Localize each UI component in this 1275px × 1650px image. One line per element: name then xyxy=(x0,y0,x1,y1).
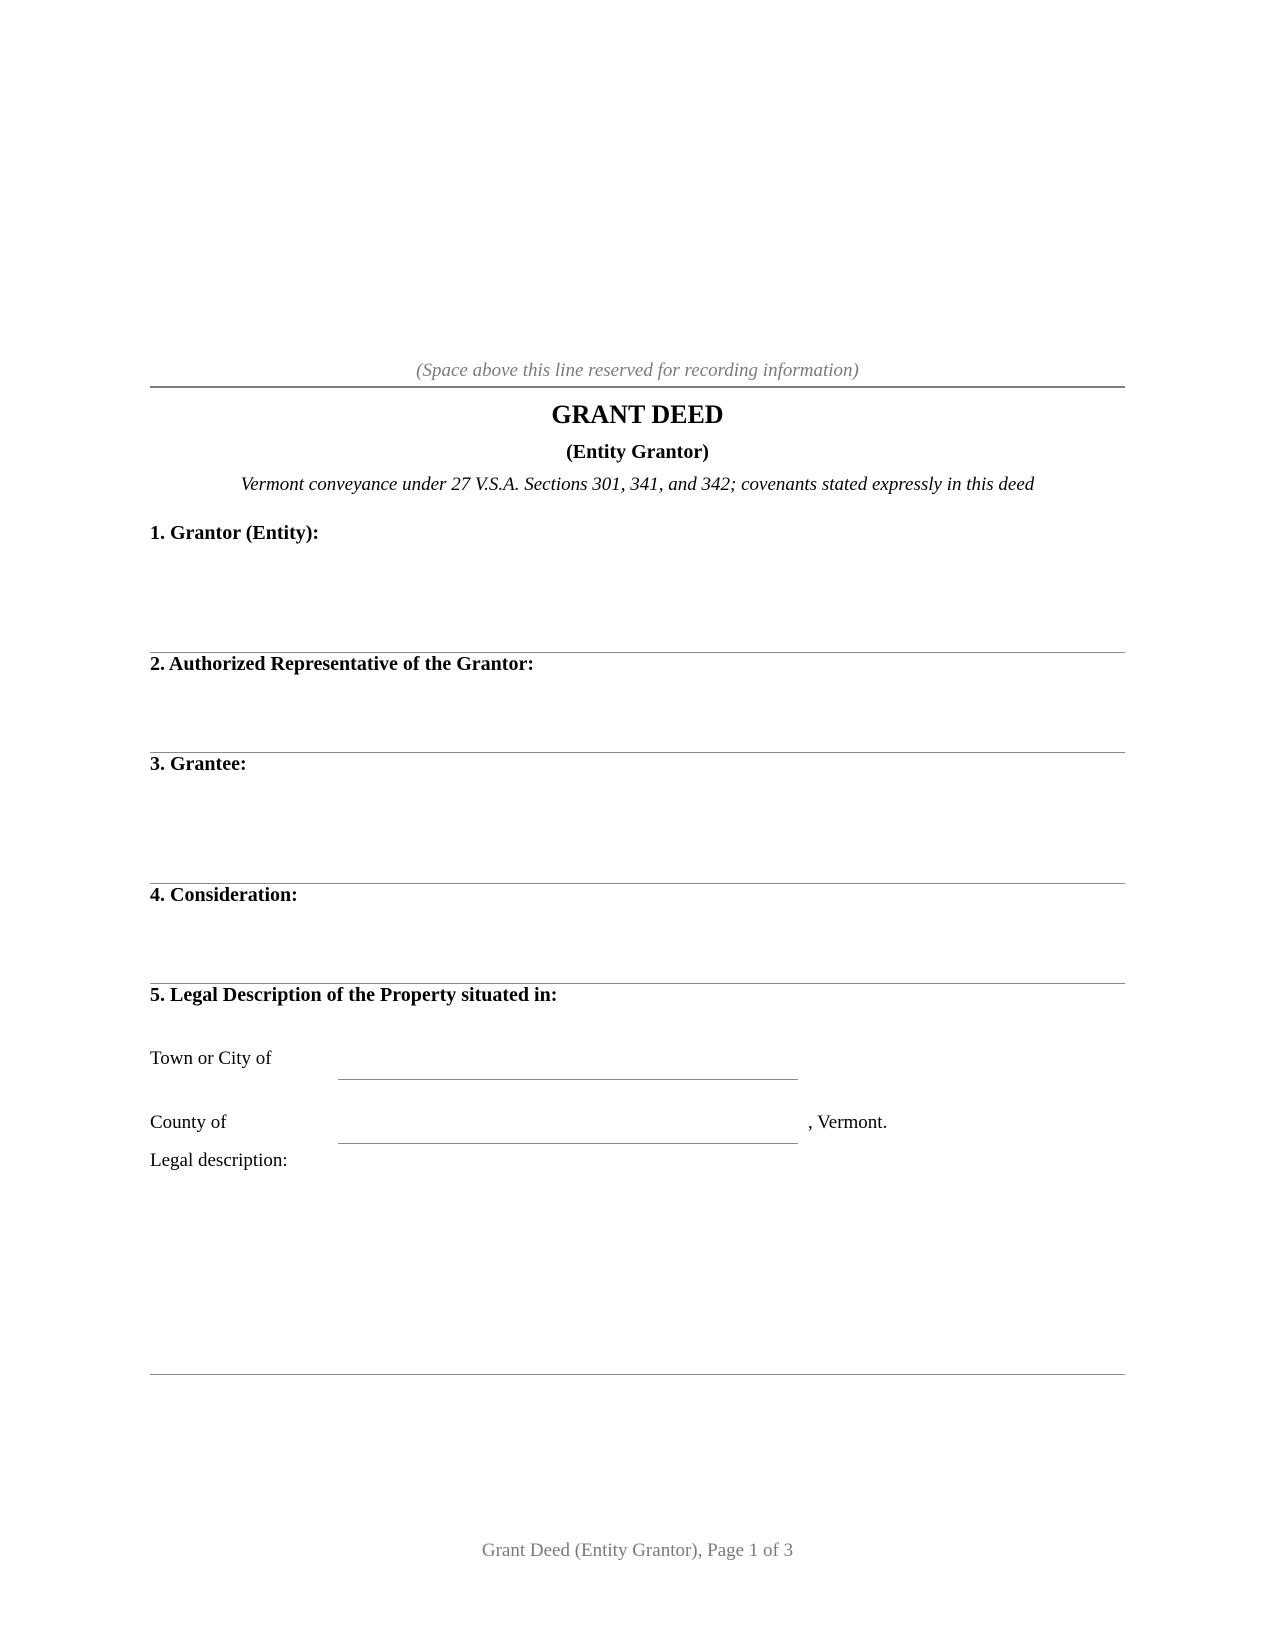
recording-divider xyxy=(150,386,1125,388)
section-representative-heading: 2. Authorized Representative of the Grantor: xyxy=(150,653,535,675)
section-grantee-heading: 3. Grantee: xyxy=(150,753,247,775)
section-legal-description-heading: 5. Legal Description of the Property situated in: xyxy=(150,984,558,1006)
county-field[interactable] xyxy=(338,1143,798,1144)
town-field[interactable] xyxy=(338,1079,798,1080)
recording-space-note: (Space above this line reserved for recording information) xyxy=(416,360,859,381)
statute-reference: Vermont conveyance under 27 V.S.A. Sections 301, 341, and 342; covenants stated expressly in this deed xyxy=(240,474,1035,495)
legal-description-label: Legal description: xyxy=(150,1150,288,1171)
page-footer: Grant Deed (Entity Grantor), Page 1 of 3 xyxy=(481,1540,794,1561)
section-consideration-heading: 4. Consideration: xyxy=(150,884,298,906)
town-label: Town or City of xyxy=(150,1048,272,1069)
representative-field-line[interactable] xyxy=(150,752,1125,753)
document-title: GRANT DEED xyxy=(551,400,724,429)
county-label: County of xyxy=(150,1112,227,1133)
document-subtitle: (Entity Grantor) xyxy=(566,441,709,463)
legal-description-field-line[interactable] xyxy=(150,1374,1125,1375)
state-suffix: , Vermont. xyxy=(808,1112,888,1133)
section-grantor-heading: 1. Grantor (Entity): xyxy=(150,522,320,544)
